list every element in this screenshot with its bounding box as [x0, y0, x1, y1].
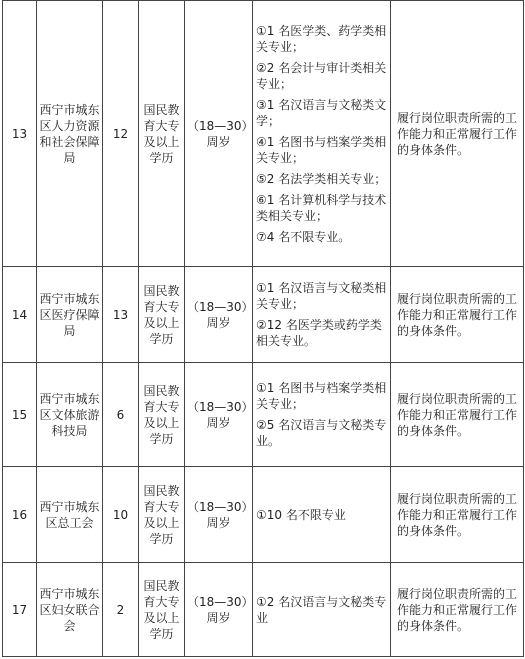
age-unit: 周岁	[206, 134, 231, 149]
education-requirement: 国民教育大专及以上学历	[139, 563, 185, 657]
age-unit: 周岁	[206, 315, 231, 330]
age-range: （18—30）	[187, 299, 254, 314]
major-item: ②12 名医学类或药学类相关专业。	[256, 318, 382, 348]
major-requirements	[253, 1, 391, 267]
major-requirements	[253, 267, 391, 363]
education-requirement: 国民教育大专及以上学历	[139, 1, 185, 267]
major-item: ④1 名图书与档案学类相关专业；	[256, 134, 387, 165]
other-conditions: 履行岗位职责所需的工作能力和正常履行工作的身体条件。	[391, 363, 524, 467]
hire-count: 2	[103, 563, 139, 657]
hire-count: 12	[103, 1, 139, 267]
age-requirement	[185, 563, 253, 657]
age-requirement	[185, 363, 253, 467]
education-requirement: 国民教育大专及以上学历	[139, 467, 185, 563]
major-item: ③1 名汉语言与文秘类文学；	[256, 97, 387, 128]
education-requirement: 国民教育大专及以上学历	[139, 267, 185, 363]
major-requirements	[253, 467, 391, 563]
hire-count: 13	[103, 267, 139, 363]
age-requirement	[185, 1, 253, 267]
table-body	[3, 1, 524, 657]
other-conditions: 履行岗位职责所需的工作能力和正常履行工作的身体条件。	[391, 467, 524, 563]
major-item: ⑦4 名不限专业。	[256, 229, 351, 244]
education-requirement: 国民教育大专及以上学历	[139, 363, 185, 467]
table-row	[3, 563, 524, 657]
age-unit: 周岁	[206, 515, 231, 530]
age-unit: 周岁	[206, 415, 231, 430]
major-item: ①1 名医学类、药学类相关专业；	[256, 23, 387, 54]
unit-name: 西宁市城东区医疗保障局	[37, 267, 103, 363]
unit-name: 西宁市城东区文体旅游科技局	[37, 363, 103, 467]
row-number: 17	[3, 563, 37, 657]
row-number: 13	[3, 1, 37, 267]
age-requirement	[185, 267, 253, 363]
age-range: （18—30）	[187, 399, 254, 414]
hire-count: 10	[103, 467, 139, 563]
major-requirements	[253, 563, 391, 657]
major-item: ⑤2 名法学类相关专业；	[256, 171, 387, 186]
major-item: ①2 名汉语言与文秘类专业	[256, 594, 387, 625]
other-conditions: 履行岗位职责所需的工作能力和正常履行工作的身体条件。	[391, 563, 524, 657]
table-row	[3, 1, 524, 267]
age-requirement	[185, 467, 253, 563]
unit-name: 西宁市城东区总工会	[37, 467, 103, 563]
age-range: （18—30）	[187, 499, 254, 514]
table-row	[3, 267, 524, 363]
age-range: （18—30）	[187, 118, 254, 133]
major-item: ⑥1 名计算机科学与技术类相关专业；	[256, 192, 387, 223]
major-item: ①10 名不限专业	[256, 507, 346, 522]
row-number: 15	[3, 363, 37, 467]
unit-name: 西宁市城东区妇女联合会	[37, 563, 103, 657]
table-row	[3, 363, 524, 467]
major-item: ①1 名汉语言与文秘类相关专业；	[256, 281, 387, 311]
recruitment-table	[2, 0, 524, 657]
age-unit: 周岁	[206, 610, 231, 625]
hire-count: 6	[103, 363, 139, 467]
row-number: 16	[3, 467, 37, 563]
major-item: ②5 名汉语言与文秘类专业。	[256, 418, 387, 448]
major-item: ②2 名会计与审计类相关专业；	[256, 60, 387, 91]
age-range: （18—30）	[187, 594, 254, 609]
major-item: ①1 名图书与档案学类相关专业；	[256, 381, 387, 411]
table-row	[3, 467, 524, 563]
major-requirements	[253, 363, 391, 467]
other-conditions: 履行岗位职责所需的工作能力和正常履行工作的身体条件。	[391, 1, 524, 267]
row-number: 14	[3, 267, 37, 363]
unit-name: 西宁市城东区人力资源和社会保障局	[37, 1, 103, 267]
other-conditions: 履行岗位职责所需的工作能力和正常履行工作的身体条件。	[391, 267, 524, 363]
